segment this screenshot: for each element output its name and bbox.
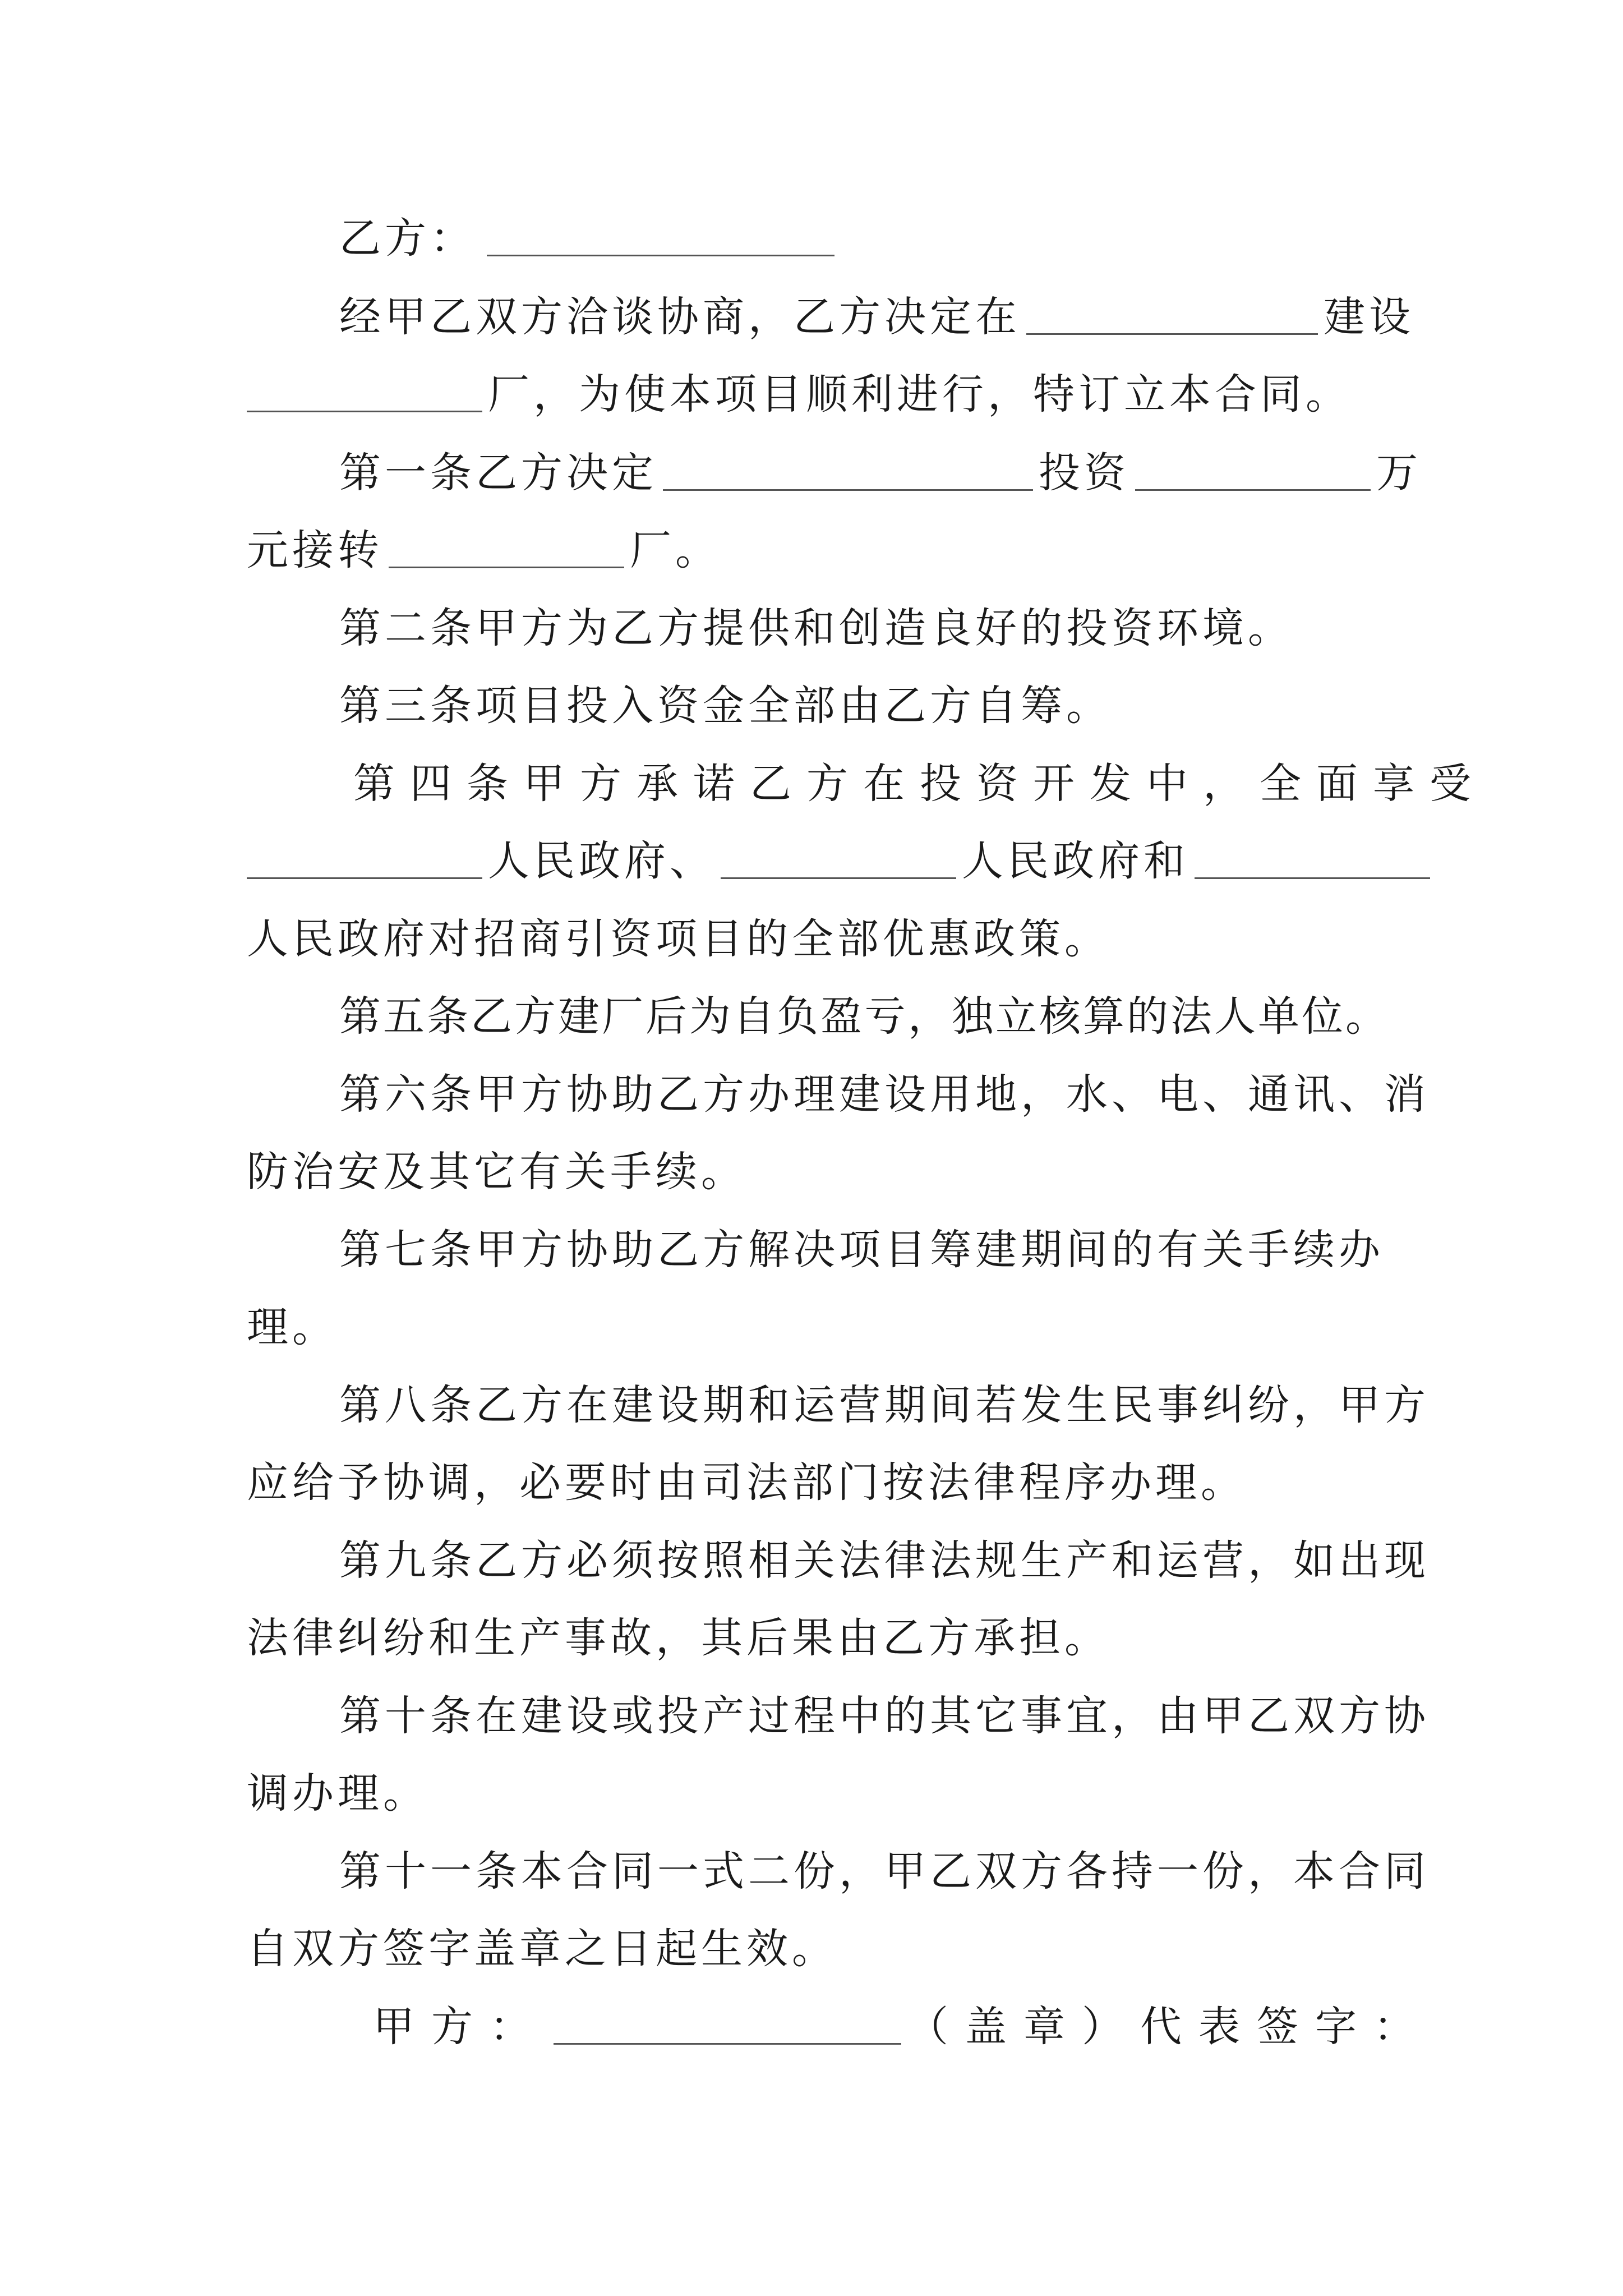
party-b-line: [339, 208, 1391, 269]
article-8-line-1: [339, 1374, 1430, 1436]
gov-blank-3: [1195, 830, 1430, 879]
factory-blank: [247, 364, 482, 412]
article-7-line-1: [339, 1219, 1391, 1281]
article-9-line-1: [339, 1530, 1430, 1591]
gov-blank-1: [247, 830, 482, 879]
article-9-text-1: 第九条乙方必须按照相关法律法规生产和运营，如出现: [339, 1536, 1430, 1585]
article-7-text-1: 第七条甲方协助乙方解决项目筹建期间的有关手续办: [339, 1226, 1384, 1274]
article-1-line-1: [339, 442, 1422, 504]
intro-text-2: 建设: [1324, 293, 1414, 341]
article-2-text: 第二条甲方为乙方提供和创造良好的投资环境。: [339, 604, 1293, 652]
article-1-text-2: 投资: [1039, 449, 1129, 497]
article-1-text-3: 万: [1376, 449, 1422, 497]
intro-line-1: [339, 286, 1414, 348]
article-4-line-3: [247, 908, 1391, 970]
article-5-text: 第五条乙方建厂后为自负盈亏，独立核算的法人单位。: [339, 992, 1389, 1041]
article-11-text-1: 第十一条本合同一式二份，甲乙双方各持一份，本合同: [339, 1847, 1430, 1895]
article-10-line-2: [247, 1763, 1391, 1824]
seal-signature-label: （盖章）代表签字：: [907, 2003, 1432, 2051]
article-9-line-2: [247, 1607, 1391, 1669]
article-11-line-1: [339, 1841, 1430, 1902]
article-4-text-1: 第四条甲方承诺乙方在投资开发中，全面享受: [353, 760, 1486, 808]
article-10-text-1: 第十条在建设或投产过程中的其它事宜，由甲乙双方协: [339, 1692, 1430, 1740]
article-8-text-2: 应给予协调，必要时由司法部门按法律程序办理。: [247, 1458, 1246, 1507]
article-6-text-1: 第六条甲方协助乙方办理建设用地，水、电、通讯、消: [339, 1070, 1430, 1119]
party-b-blank: [487, 208, 834, 256]
article-1-text-1: 第一条乙方决定: [339, 449, 657, 497]
party-a-blank: [554, 1996, 901, 2045]
party-a-label: 甲方：: [373, 2003, 548, 2051]
article-3-text: 第三条项目投入资金全部由乙方自筹。: [339, 682, 1112, 730]
intro-line-2: [247, 364, 1391, 425]
article-4-line-2: [247, 830, 1391, 892]
gov-blank-2: [721, 830, 956, 879]
article-7-line-2: [247, 1296, 1391, 1358]
article-4-line-1: [353, 753, 1486, 815]
article-4-text-4: 人民政府对招商引资项目的全部优惠政策。: [247, 915, 1110, 963]
location-blank: [1026, 286, 1318, 335]
party-b-label: 乙方：: [339, 214, 476, 263]
target-factory-blank: [389, 519, 624, 568]
article-1-text-5: 厂。: [630, 526, 721, 574]
signature-line: [373, 1996, 1432, 2058]
amount-blank: [1135, 442, 1371, 491]
article-5: [339, 986, 1391, 1047]
investor-blank: [663, 442, 1033, 491]
article-9-text-2: 法律纠纷和生产事故，其后果由乙方承担。: [247, 1614, 1110, 1662]
article-1-text-4: 元接转: [247, 526, 383, 574]
article-6-line-2: [247, 1141, 1391, 1203]
article-10-text-2: 调办理。: [247, 1769, 428, 1818]
article-2: [339, 597, 1391, 659]
article-4-text-3: 人民政府和: [962, 837, 1189, 885]
article-6-text-2: 防治安及其它有关手续。: [247, 1148, 746, 1196]
article-11-text-2: 自双方签字盖章之日起生效。: [247, 1925, 837, 1973]
article-7-text-2: 理。: [247, 1303, 338, 1351]
article-8-text-1: 第八条乙方在建设期和运营期间若发生民事纠纷，甲方: [339, 1381, 1430, 1429]
article-6-line-1: [339, 1064, 1430, 1125]
intro-text-3: 厂，为使本项目顺利进行，特订立本合同。: [488, 370, 1351, 418]
article-4-text-2: 人民政府、: [488, 837, 715, 885]
intro-text-1: 经甲乙双方洽谈协商，乙方决定在: [339, 293, 1021, 341]
article-10-line-1: [339, 1685, 1430, 1747]
article-11-line-2: [247, 1918, 1391, 1980]
article-8-line-2: [247, 1452, 1391, 1513]
article-3: [339, 675, 1391, 737]
article-1-line-2: [247, 519, 1391, 581]
